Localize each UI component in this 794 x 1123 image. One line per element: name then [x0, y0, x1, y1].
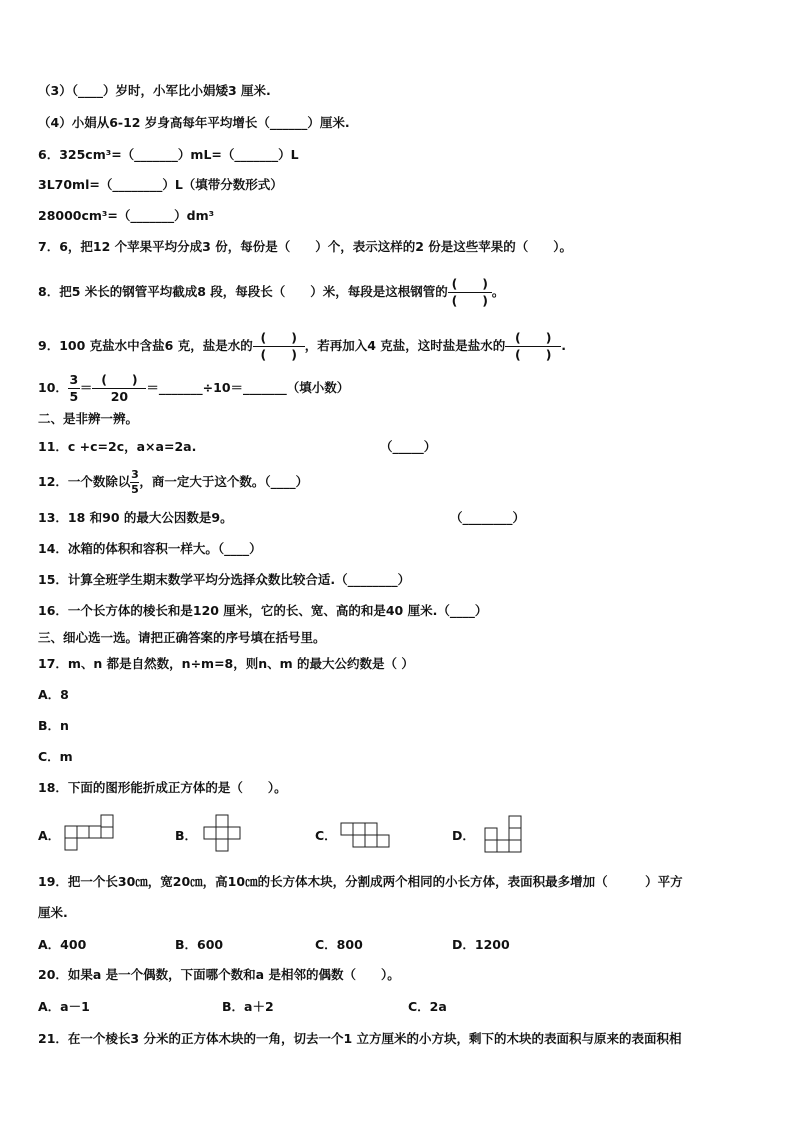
- text-line: 3L70ml=（________）L（填带分数形式）: [38, 177, 283, 192]
- option-d: D．1200: [452, 937, 510, 952]
- question-9-text-b: ，若再加入4 克盐，这时盐是盐水的: [304, 338, 506, 353]
- fraction-numerator: ( ): [451, 276, 489, 291]
- option-c: C．2a: [408, 999, 447, 1014]
- text-line: （4）小娟从6-12 岁身高每年平均增长（______）厘米.: [38, 115, 350, 130]
- option-a: A．a－1: [38, 999, 90, 1014]
- fraction-denominator: ( ): [451, 293, 489, 308]
- answer-blank: （_____）: [380, 439, 437, 454]
- option-a: A．: [38, 828, 61, 843]
- fraction-numerator: 3: [131, 468, 139, 481]
- question-9-text-a: 9．100 克盐水中含盐6 克，盐是水的: [38, 338, 253, 353]
- fraction-denominator: ( ): [515, 347, 552, 362]
- question-11: [38, 438, 764, 456]
- question-10-rest: ＝_______÷10＝_______（填小数）: [146, 380, 350, 395]
- question-12-text-a: 12．一个数除以: [38, 474, 131, 489]
- question-7: 7．6，把12 个苹果平均分成3 份，每份是（ ）个，表示这样的2 份是这些苹果的（ ）。: [38, 239, 572, 254]
- fraction-denominator: 20: [110, 389, 129, 404]
- cube-net-d-icon: [484, 815, 524, 855]
- fraction-blank: [448, 277, 492, 308]
- question-16: 16．一个长方体的棱长和是120 厘米，它的长、宽、高的和是40 厘米.（____）: [38, 603, 488, 618]
- question-15: 15．计算全班学生期末数学平均分选择众数比较合适.（________）: [38, 572, 411, 587]
- question-13-text: 13．18 和90 的最大公因数是9。: [38, 510, 233, 525]
- option-a: A．8: [38, 687, 69, 702]
- option-b: B．a＋2: [222, 999, 274, 1014]
- cube-net-b-icon: [203, 814, 243, 854]
- fraction-numerator: ( ): [260, 330, 297, 345]
- fraction-three-fifths: [68, 373, 80, 404]
- question-19: 19．把一个长30㎝，宽20㎝，高10㎝的长方体木块，分割成两个相同的小长方体，表面积最多增加（ ）平方: [38, 874, 683, 889]
- fraction-denominator: ( ): [260, 347, 297, 362]
- question-9-end: .: [561, 338, 567, 353]
- question-11-text: 11．c +c=2c，a×a=2a.: [38, 439, 197, 454]
- question-13: [38, 509, 764, 527]
- fraction-denominator: 5: [69, 389, 79, 404]
- question-17: 17．m、n 都是自然数，n÷m=8，则n、m 的最大公约数是（ ）: [38, 656, 414, 671]
- section-heading: 三、细心选一选。请把正确答案的序号填在括号里。: [38, 630, 326, 645]
- text-line: （3）（____）岁时，小军比小娟矮3 厘米.: [38, 83, 271, 98]
- question-20: 20．如果a 是一个偶数，下面哪个数和a 是相邻的偶数（ ）。: [38, 967, 400, 982]
- question-14: 14．冰箱的体积和容积一样大。（____）: [38, 541, 262, 556]
- question-10-label: 10．: [38, 380, 68, 395]
- cube-net-c-icon: [340, 822, 392, 848]
- question-21: 21．在一个棱长3 分米的正方体木块的一角，切去一个1 立方厘米的小方块，剩下的木块的表面积与原来的表面积相: [38, 1031, 682, 1046]
- equals-sign: ＝: [79, 380, 93, 395]
- option-b: B．: [175, 828, 198, 843]
- option-b: B．600: [175, 937, 224, 952]
- fraction-numerator: 3: [69, 372, 79, 387]
- answer-blank: （________）: [450, 510, 526, 525]
- question-18: 18．下面的图形能折成正方体的是（ ）。: [38, 780, 287, 795]
- option-c: C．: [315, 828, 337, 843]
- question-8-text: 8．把5 米长的钢管平均截成8 段，每段长（ ）米，每段是这根钢管的: [38, 284, 448, 299]
- cube-net-a-icon: [64, 814, 116, 852]
- question-12-text-b: ，商一定大于这个数。（____）: [139, 474, 309, 489]
- question-8: [38, 272, 764, 312]
- question-6: 6．325cm³=（_______）mL=（_______）L: [38, 147, 299, 162]
- fraction-numerator: ( ): [101, 372, 138, 387]
- question-12: [38, 464, 764, 500]
- option-c: C．m: [38, 749, 73, 764]
- question-19-cont: 厘米.: [38, 905, 68, 920]
- option-b: B．n: [38, 718, 69, 733]
- question-9: [38, 326, 764, 366]
- question-10: [38, 366, 764, 410]
- fraction-blank: [253, 331, 305, 362]
- fraction-denominator: 5: [131, 483, 139, 496]
- option-c: C．800: [315, 937, 363, 952]
- text-line: 28000cm³=（_______）dm³: [38, 208, 215, 223]
- option-a: A．400: [38, 937, 87, 952]
- question-8-end: 。: [491, 284, 505, 299]
- option-d: D．: [452, 828, 475, 843]
- section-heading: 二、是非辨一辨。: [38, 411, 139, 426]
- fraction-blank: [505, 331, 561, 362]
- fraction-numerator: ( ): [515, 330, 552, 345]
- fraction-blank-over-20: [92, 373, 146, 404]
